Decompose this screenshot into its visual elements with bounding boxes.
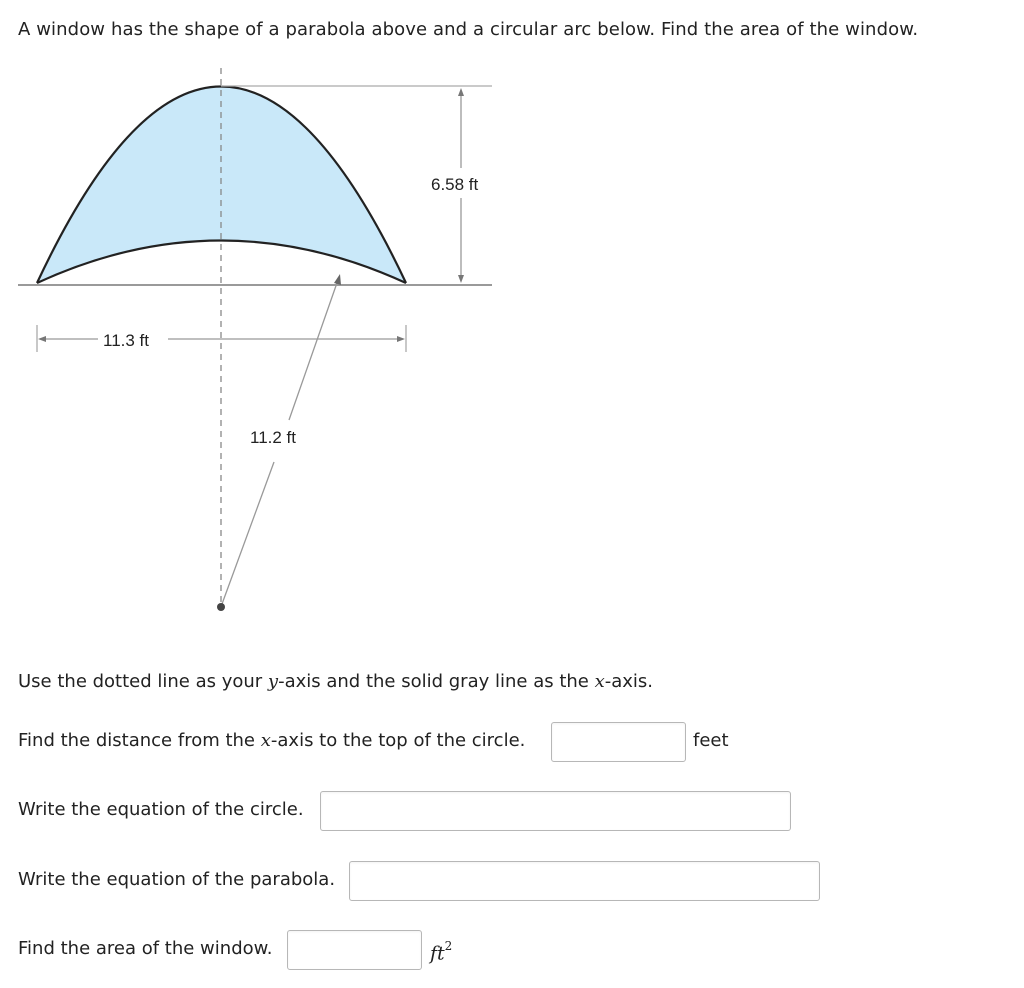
question-1-text-1: Find the distance from the [18, 730, 261, 751]
area-unit-base: ft [430, 942, 445, 965]
distance-unit: feet [693, 730, 729, 751]
width-label: 11.3 ft [103, 331, 149, 350]
width-arrow-right [397, 336, 405, 342]
height-arrow-up [458, 88, 464, 96]
distance-answer-input[interactable] [551, 722, 686, 762]
axis-instruction [18, 670, 653, 694]
radius-arrow [334, 274, 341, 285]
radius-label: 11.2 ft [250, 428, 296, 447]
circle-center-point [217, 603, 225, 611]
x-variable: x [594, 671, 605, 692]
y-variable: y [267, 671, 279, 692]
window-diagram [0, 60, 520, 620]
question-1-text-2: -axis to the top of the circle. [270, 730, 526, 751]
height-label: 6.58 ft [431, 175, 479, 194]
question-1-x-variable: x [260, 730, 271, 751]
parabola-equation-input[interactable] [349, 861, 820, 901]
axis-instruction-text-2: -axis and the solid gray line as the [278, 671, 595, 692]
area-unit [430, 936, 452, 965]
question-4-text: Find the area of the window. [18, 938, 273, 959]
axis-instruction-text-1: Use the dotted line as your [18, 671, 268, 692]
problem-statement: A window has the shape of a parabola above and a circular arc below. Find the area of the window. [18, 19, 919, 40]
area-unit-exponent: 2 [444, 939, 453, 953]
radius-line-lower [222, 462, 274, 604]
axis-instruction-text-3: -axis. [604, 671, 654, 692]
area-answer-input[interactable] [287, 930, 422, 970]
circle-equation-input[interactable] [320, 791, 791, 831]
question-3-text: Write the equation of the parabola. [18, 869, 336, 890]
question-1-text [18, 729, 525, 753]
radius-line-upper [289, 280, 338, 420]
height-arrow-down [458, 275, 464, 283]
width-arrow-left [38, 336, 46, 342]
question-2-text: Write the equation of the circle. [18, 799, 304, 820]
